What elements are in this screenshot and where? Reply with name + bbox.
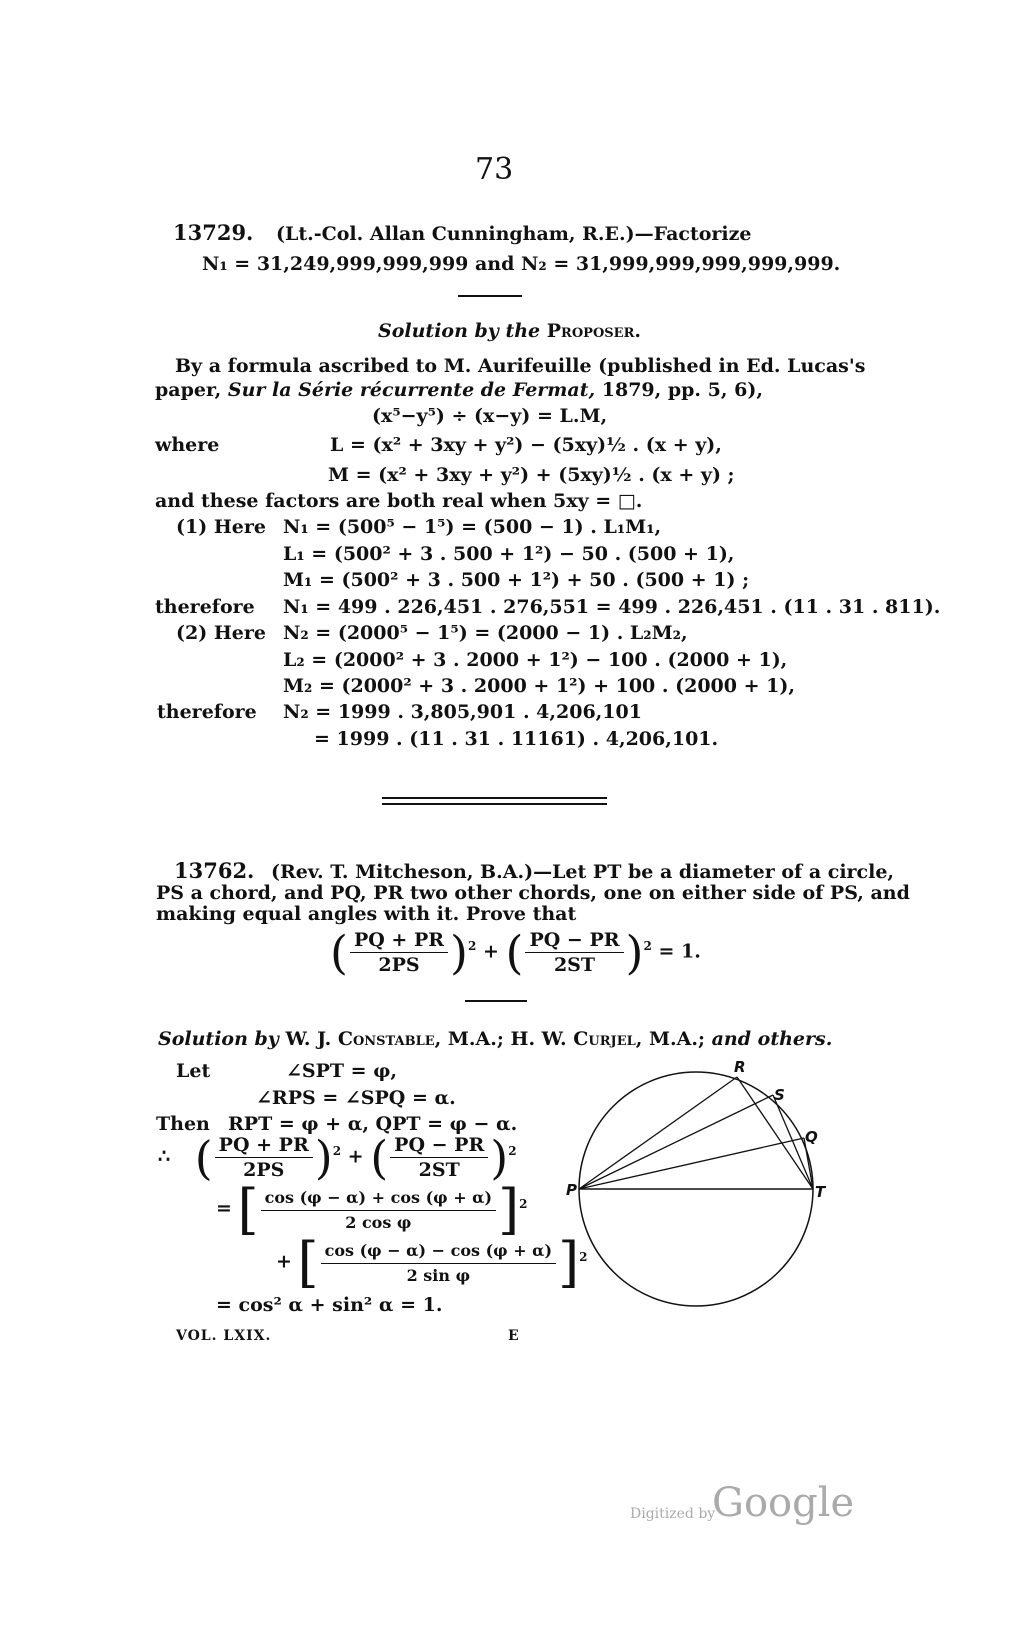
angle-def-3: RPT = φ + α, QPT = φ − α.	[228, 1113, 518, 1135]
solution-2-authors: W. J. Constable, M.A.; H. W. Curjel, M.A.;	[285, 1028, 705, 1050]
question-equation: ( $\frac{PQ + PR}{2PS}$ )$^2$ + ( $\frac{PQ - PR}{2ST}$ )$^2$ = 1.	[330, 925, 701, 980]
volume-label: VOL. LXIX.	[176, 1328, 272, 1344]
cos-fraction-1	[261, 1186, 496, 1235]
final-result: = cos² α + sin² α = 1.	[216, 1294, 443, 1316]
fraction-diff-num: PQ − PR	[525, 928, 623, 953]
google-logo: Google	[712, 1480, 855, 1526]
fraction-diff-den: 2ST	[553, 954, 596, 976]
case-1-line-2: L₁ = (500² + 3 . 500 + 1²) − 50 . (500 + 1),	[283, 543, 735, 565]
solution-heading-italic: Solution by the	[378, 320, 541, 342]
question-line-2: PS a chord, and PQ, PR two other chords, one on either side of PS, and	[156, 882, 910, 904]
double-rule-top	[382, 797, 607, 799]
fraction-sum-2-den: 2PS	[243, 1159, 285, 1181]
cos-fraction-1-num: cos (φ − α) + cos (φ + α)	[261, 1186, 496, 1211]
therefore-equation: ∴ ( $\frac{PQ + PR}{2PS}$ )$^2$ + ( $\frac{PQ - PR}{2ST}$ )$^2$	[158, 1130, 517, 1185]
fraction-diff-2-num: PQ − PR	[390, 1133, 488, 1158]
case-2-line-1: N₂ = (2000⁵ − 1⁵) = (2000 − 1) . L₂M₂,	[283, 622, 688, 644]
section-divider	[458, 295, 522, 297]
label-P: P	[566, 1181, 577, 1199]
solution-heading-name: Proposer.	[546, 320, 641, 342]
digitized-by-text: Digitized by	[630, 1506, 716, 1522]
then-label: Then	[156, 1113, 210, 1135]
let-label: Let	[176, 1060, 211, 1082]
question-line-3: making equal angles with it. Prove that	[156, 903, 577, 925]
solution-2-heading	[158, 1028, 832, 1050]
case-2-line-2: L₂ = (2000² + 3 . 2000 + 1²) − 100 . (2000 + 1),	[283, 649, 788, 671]
para2-post: 1879, pp. 5, 6),	[601, 379, 763, 401]
case-1-line-3: M₁ = (500² + 3 . 500 + 1²) + 50 . (500 + 1) ;	[283, 569, 750, 591]
cos-fraction-2	[321, 1239, 556, 1288]
solution-2-italic: Solution by	[158, 1028, 279, 1050]
fraction-sum	[350, 928, 448, 977]
question-line-1: (Rev. T. Mitcheson, B.A.)—Let PT be a diameter of a circle,	[271, 861, 895, 883]
fraction-diff-2	[390, 1133, 488, 1182]
angle-def-2: ∠RPS = ∠SPQ = α.	[256, 1087, 456, 1109]
therefore-label-2: therefore	[157, 701, 257, 723]
fraction-diff	[525, 928, 623, 977]
cos-expression-1: = [ $\frac{\cos (\varphi - \alpha) + \cos (\varphi + \alpha)}{\text{2 cos φ}}$ ]$^2$	[216, 1178, 528, 1241]
fraction-diff-2-den: 2ST	[418, 1159, 460, 1181]
cos-expression-2: + [ $\frac{\cos (\varphi - \alpha) - \cos (\varphi + \alpha)}{\text{2 sin φ}}$ ]$^2$	[276, 1231, 588, 1294]
cos-fraction-2-den: 2 sin φ	[406, 1265, 471, 1285]
fraction-sum-2-num: PQ + PR	[215, 1133, 313, 1158]
page-number: 73	[475, 152, 514, 187]
case-1-label: (1) Here	[176, 516, 266, 538]
label-R: R	[734, 1058, 746, 1076]
question-statement: N₁ = 31,249,999,999,999 and N₂ = 31,999,999,999,999,999.	[202, 253, 841, 275]
label-T: T	[815, 1183, 826, 1201]
therefore-label-1: therefore	[155, 596, 255, 618]
equation-L: L = (x² + 3xy + y²) − (5xy)½ . (x + y),	[330, 434, 722, 456]
equation-quotient: (x⁵−y⁵) ÷ (x−y) = L.M,	[372, 405, 608, 427]
solution-2-others: and others.	[711, 1028, 833, 1050]
fraction-sum-2	[215, 1133, 313, 1182]
case-1-line-1: N₁ = (500⁵ − 1⁵) = (500 − 1) . L₁M₁,	[283, 516, 662, 538]
equation-end: = 1.	[658, 940, 701, 963]
chord-PQ	[579, 1138, 804, 1189]
fraction-sum-num: PQ + PR	[350, 928, 448, 953]
factors-real-text: and these factors are both real when 5xy = □.	[155, 490, 643, 512]
solution-paragraph-2	[155, 379, 763, 401]
equation-M: M = (x² + 3xy + y²) + (5xy)½ . (x + y) ;	[328, 464, 735, 486]
question-13729	[173, 220, 752, 245]
solution-heading	[378, 320, 641, 342]
label-S: S	[774, 1086, 785, 1104]
case-2-line-3: M₂ = (2000² + 3 . 2000 + 1²) + 100 . (2000 + 1),	[283, 675, 795, 697]
chord-PS	[579, 1095, 773, 1189]
angle-def-1: ∠SPT = φ,	[286, 1060, 398, 1082]
case-2-result-2: = 1999 . (11 . 31 . 11161) . 4,206,101.	[314, 728, 719, 750]
label-Q: Q	[805, 1128, 818, 1146]
fraction-sum-den: 2PS	[378, 954, 420, 976]
para2-italic: Sur la Série récurrente de Fermat,	[227, 379, 596, 401]
section-divider-2	[465, 1000, 527, 1002]
question-number: 13729.	[173, 220, 254, 245]
double-rule-bottom	[382, 803, 607, 805]
question-13762	[174, 858, 894, 883]
therefore-symbol: ∴	[158, 1145, 171, 1168]
cos-fraction-2-num: cos (φ − α) − cos (φ + α)	[321, 1239, 556, 1264]
circle-diagram	[560, 1058, 850, 1328]
where-label: where	[155, 434, 220, 456]
cos-fraction-1-den: 2 cos φ	[345, 1212, 412, 1232]
case-2-result-1: N₂ = 1999 . 3,805,901 . 4,206,101	[283, 701, 642, 723]
case-2-label: (2) Here	[176, 622, 266, 644]
question-number-2: 13762.	[174, 858, 255, 883]
question-header: (Lt.-Col. Allan Cunningham, R.E.)—Factorize	[276, 223, 752, 245]
case-1-result: N₁ = 499 . 226,451 . 276,551 = 499 . 226,451 . (11 . 31 . 811).	[283, 596, 941, 618]
para2-pre: paper,	[155, 379, 222, 401]
signature-mark: E	[508, 1328, 520, 1344]
solution-paragraph-1: By a formula ascribed to M. Aurifeuille (published in Ed. Lucas's	[175, 355, 866, 377]
chord-PR	[579, 1077, 737, 1189]
